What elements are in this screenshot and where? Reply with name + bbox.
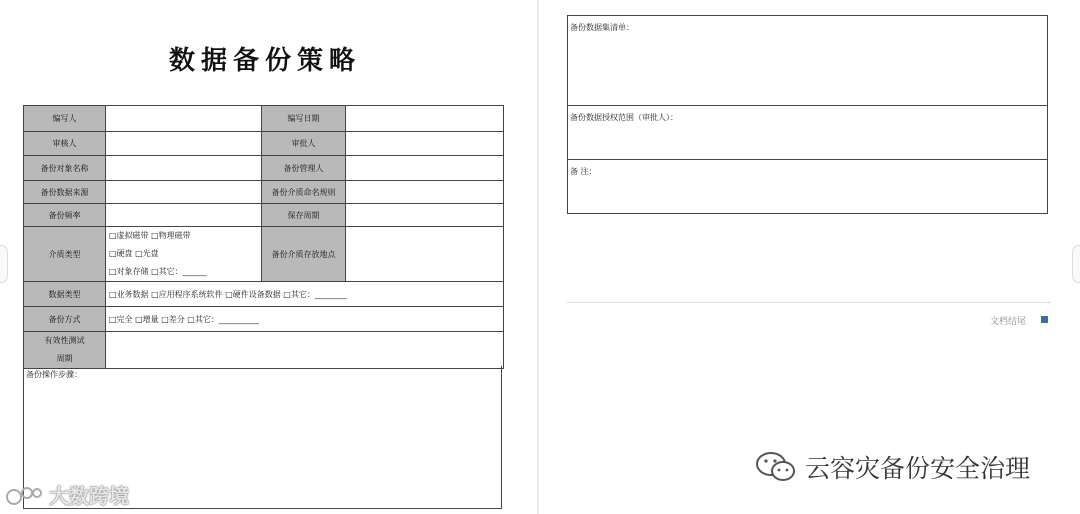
table-row [24,132,504,156]
form-label: 备份介质命名规则 [262,181,346,204]
data-type-options[interactable]: □业务数据 □应用程序系统软件 □硬件设备数据 □其它：________ [106,282,504,307]
form-label: 备份介质存放地点 [262,227,346,282]
form-label: 备份管理人 [262,156,346,181]
note-label: 备 注： [570,167,597,176]
form-value-cell[interactable] [106,204,262,227]
validity-label-line1: 有效性测试 [44,336,85,345]
form-label: 审批人 [262,132,346,156]
form-label: 备份对象名称 [24,156,106,181]
page-gutter [537,0,539,514]
form-value-cell[interactable] [346,132,504,156]
media-options-cell[interactable] [106,227,262,282]
form-label: 审核人 [24,132,106,156]
form-label: 介质类型 [24,227,106,282]
document-end-label: 文档结尾 [990,317,1027,327]
prev-page-handle[interactable] [0,245,8,283]
backup-mode-options[interactable]: □完全 □增量 □差分 □其它：__________ [106,307,504,332]
page-title: 数据备份策略 [168,46,361,76]
note-cell[interactable] [568,160,1048,214]
form-label [24,332,106,369]
table-row [24,282,504,307]
form-label: 数据类型 [24,282,106,307]
media-option-line[interactable]: □对象存储 □其它：______ [109,267,207,276]
table-row [568,160,1048,214]
media-option-line[interactable]: □虚拟磁带 □物理磁带 [109,231,191,240]
brand-logo-icon [5,484,43,506]
form-label: 备份数据来源 [24,181,106,204]
table-row [568,106,1048,160]
form-label: 编写日期 [262,106,346,132]
watermark-left-text: 大数跨境 [49,484,129,508]
form-value-cell[interactable] [106,132,262,156]
form-value-cell[interactable] [106,181,262,204]
table-row [24,332,504,369]
validity-label-line2: 周期 [56,354,73,363]
form-value-cell[interactable] [346,227,504,282]
form-value-cell[interactable] [346,106,504,132]
table-row [568,16,1048,106]
right-form-table [567,15,1048,214]
wechat-icon [755,450,797,484]
page-separator [567,302,1051,303]
form-label: 保存周期 [262,204,346,227]
end-square-icon [1041,316,1048,323]
form-label: 编写人 [24,106,106,132]
table-row [24,156,504,181]
watermark-right-text: 云容灾备份安全治理 [805,454,1031,483]
table-row [24,307,504,332]
dataset-list-cell[interactable] [568,16,1048,106]
table-row [24,181,504,204]
dataset-list-label: 备份数据集清单： [570,23,634,32]
form-value-cell[interactable] [106,332,504,369]
form-value-cell[interactable] [346,181,504,204]
backup-form-table [23,105,504,369]
form-value-cell[interactable] [106,106,262,132]
table-row [24,106,504,132]
table-row [24,227,504,282]
media-option-line[interactable]: □硬盘 □光盘 [109,249,159,258]
backup-steps-label: 备份操作步骤： [26,370,82,379]
form-label: 备份频率 [24,204,106,227]
form-value-cell[interactable] [346,204,504,227]
watermark-right [755,449,1030,485]
next-page-handle[interactable] [1072,245,1080,283]
watermark-left [5,480,129,509]
table-row [24,204,504,227]
form-value-cell[interactable] [346,156,504,181]
form-value-cell[interactable] [106,156,262,181]
auth-scope-label: 备份数据授权范围（审批人）： [570,113,678,122]
auth-scope-cell[interactable] [568,106,1048,160]
form-label: 备份方式 [24,307,106,332]
